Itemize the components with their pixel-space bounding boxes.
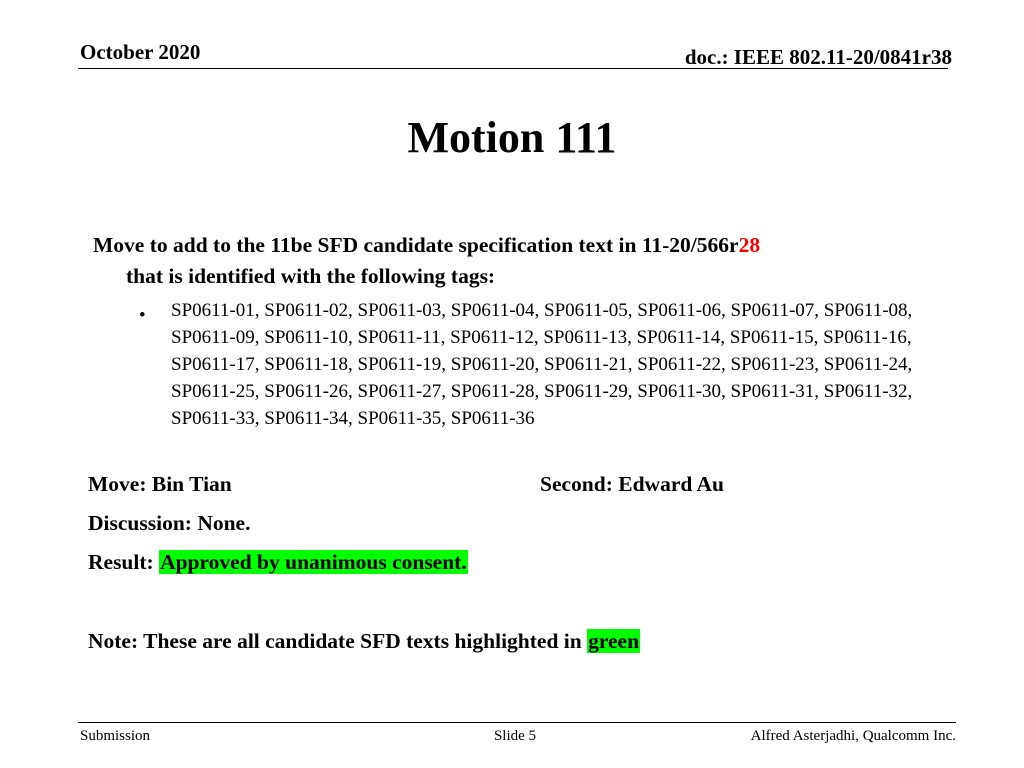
- slide-title: Motion 111: [407, 113, 617, 162]
- note-text: Note: These are all candidate SFD texts highlighted in: [88, 629, 588, 653]
- result: [88, 550, 468, 575]
- header-divider: [78, 68, 948, 69]
- motion-revision-number: 28: [738, 233, 761, 257]
- footer-submission: Submission: [80, 728, 151, 744]
- seconder: Second: Edward Au: [540, 472, 724, 496]
- tag-list: SP0611-01, SP0611-02, SP0611-03, SP0611-04, SP0611-05, SP0611-06, SP0611-07, SP0611-08, SP0611-09, SP0611-10, SP0611-11, SP0611-12, SP0611-13, SP0611-14, SP0611-15, SP0611-16, SP0611-17, SP0611-18, SP0611-19, SP0611-20, SP0611-21, SP0611-22, SP0611-23, SP0611-24, SP0611-25, SP0611-26, SP0611-27, SP0611-28, SP0611-29, SP0611-30, SP0611-31, SP0611-32, SP0611-33, SP0611-34, SP0611-35, SP0611-36: [171, 300, 913, 430]
- footer-author: Alfred Asterjadhi, Qualcomm Inc.: [750, 728, 956, 744]
- motion-text-main: Move to add to the 11be SFD candidate specification text in 11-20/566r: [93, 233, 739, 257]
- note-highlight: green: [588, 629, 640, 653]
- result-value: Approved by unanimous consent.: [160, 550, 467, 574]
- header-date: October 2020: [80, 40, 201, 64]
- bullet-icon: •: [139, 305, 146, 326]
- discussion: Discussion: None.: [88, 511, 251, 535]
- motion-text: [93, 230, 933, 292]
- mover: Move: Bin Tian: [88, 472, 232, 496]
- result-label: Result:: [88, 550, 160, 574]
- footer-divider: [78, 722, 956, 723]
- header-doc-id: doc.: IEEE 802.11-20/0841r38: [684, 45, 952, 69]
- footer-slide-number: Slide 5: [493, 728, 537, 744]
- motion-text-line2: that is identified with the following tags:: [126, 264, 496, 288]
- note: [88, 629, 640, 654]
